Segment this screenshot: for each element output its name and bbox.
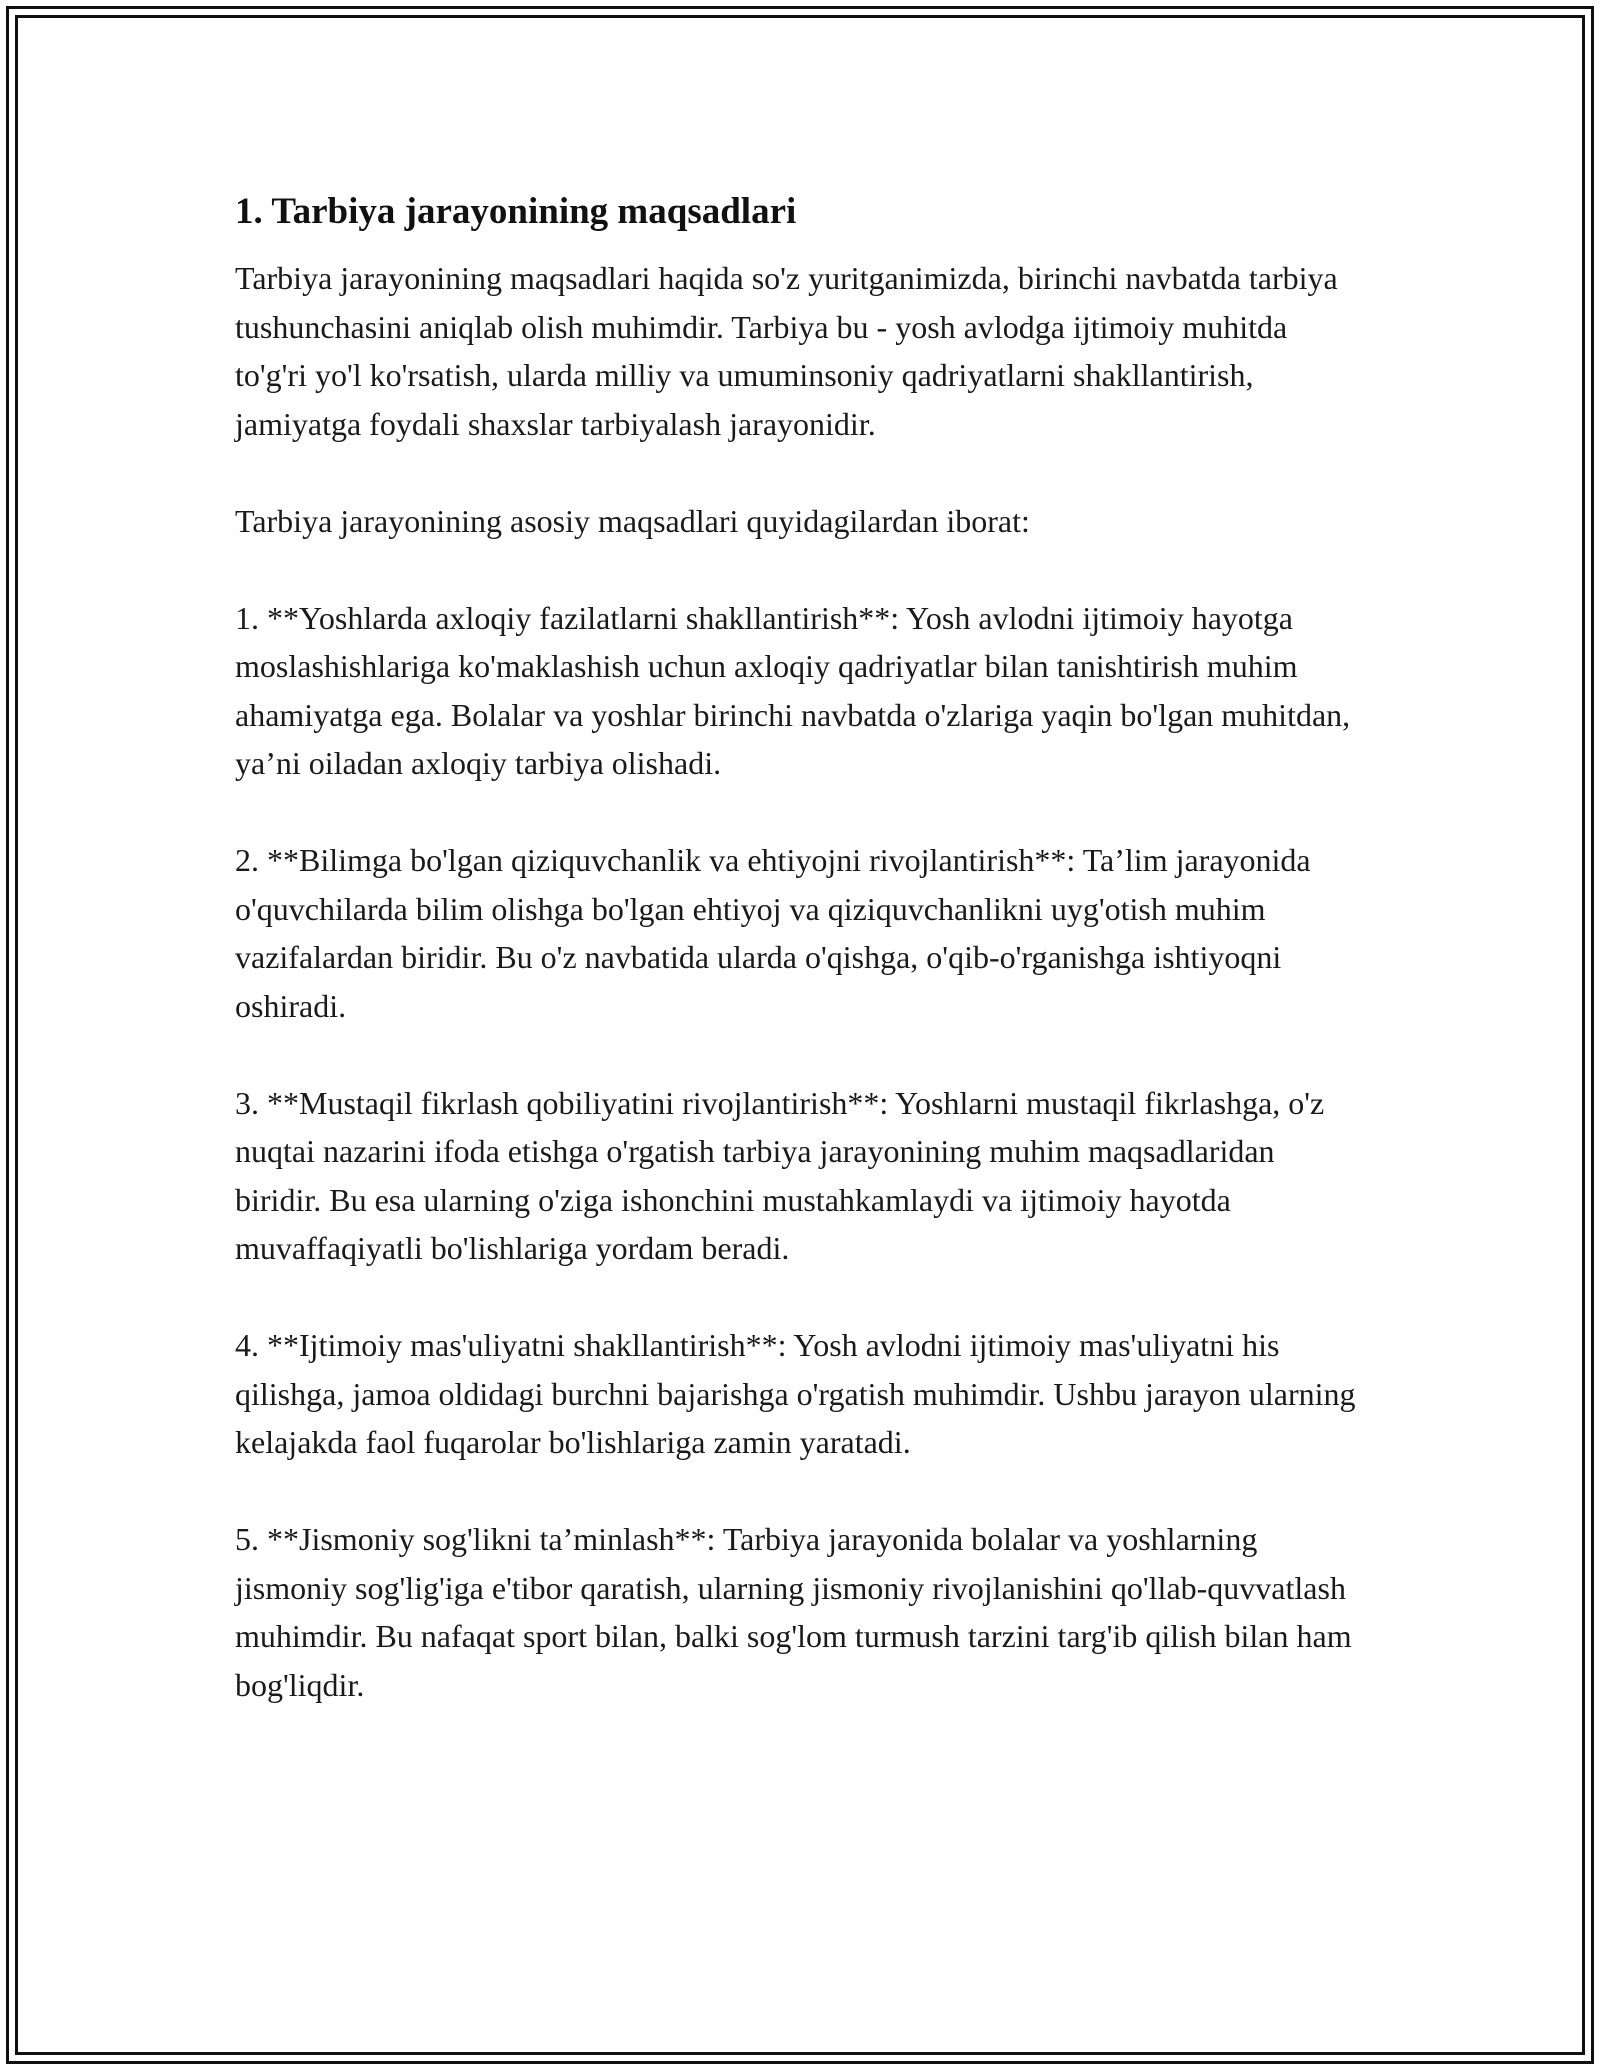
list-item-paragraph-3: 3. **Mustaqil fikrlash qobiliyatini rivojlantirish**: Yoshlarni mustaqil fikrlashga, o'z nuqtai nazarini ifoda etishga o'rgatish tarbiya jarayonining muhim maqsadlaridan biridir. Bu esa ularning o'ziga ishonchini mustahkamlaydi va ijtimoiy hayotda muvaffaqiyatli bo'lishlariga yordam beradi.: [235, 1084, 1325, 1266]
list-item-paragraph-2: 2. **Bilimga bo'lgan qiziquvchanlik va ehtiyojni rivojlantirish**: Ta’lim jarayonida o'quvchilarda bilim olishga bo'lgan ehtiyoj va qiziquvchanlikni uyg'otish muhim vazifalardan biridir. Bu o'z navbatida ularda o'qishga, o'qib-o'rganishga ishtiyoqni oshiradi.: [235, 842, 1311, 1024]
list-item-paragraph-5: 5. **Jismoniy sog'likni ta’minlash**: Tarbiya jarayonida bolalar va yoshlarning jismoniy sog'lig'iga e'tibor qaratish, ularning jismoniy rivojlanishini qo'llab-quvvatlash muhimdir. Bu nafaqat sport bilan, balki sog'lom turmush tarzini targ'ib qilish bilan ham bog'liqdir.: [235, 1521, 1352, 1703]
intro-paragraph: Tarbiya jarayonining maqsadlari haqida so'z yuritganimizda, birinchi navbatda tarbiya tushunchasini aniqlab olish muhimdir. Tarbiya bu - yosh avlodga ijtimoiy muhitda to'g'ri yo'l ko'rsatish, ularda milliy va umuminsoniy qadriyatlarni shakllantirish, jamiyatga foydali shaxslar tarbiyalash jarayonidir.: [235, 260, 1338, 442]
list-intro-paragraph: Tarbiya jarayonining asosiy maqsadlari quyidagilardan iborat:: [235, 502, 1030, 539]
list-item-paragraph-1: 1. **Yoshlarda axloqiy fazilatlarni shakllantirish**: Yosh avlodni ijtimoiy hayotga moslashishlariga ko'maklashish uchun axloqiy qadriyatlar bilan tanishtirish muhim ahamiyatga ega. Bolalar va yoshlar birinchi navbatda o'zlariga yaqin bo'lgan muhitdan, ya’ni oiladan axloqiy tarbiya olishadi.: [235, 599, 1351, 781]
document-body: [235, 188, 1365, 1709]
document-title: 1. Tarbiya jarayonining maqsadlari: [235, 191, 797, 232]
list-item-paragraph-4: 4. **Ijtimoiy mas'uliyatni shakllantirish**: Yosh avlodni ijtimoiy mas'uliyatni his qilishga, jamoa oldidagi burchni bajarishga o'rgatish muhimdir. Ushbu jarayon ularning kelajakda faol fuqarolar bo'lishlariga zamin yaratadi.: [235, 1327, 1356, 1460]
